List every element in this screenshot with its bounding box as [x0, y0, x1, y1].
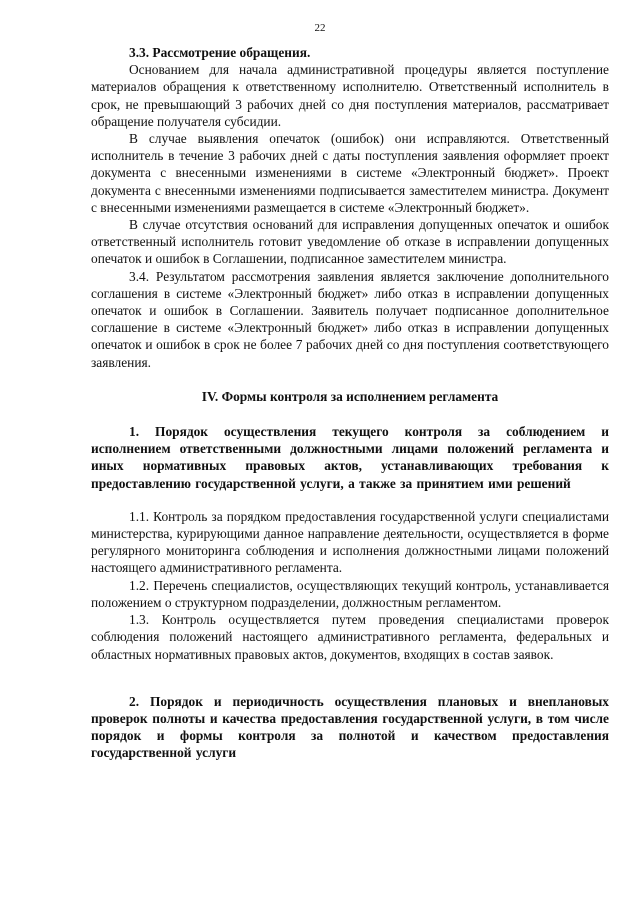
subsection-3-3-title: 3.3. Рассмотрение обращения. — [129, 45, 311, 60]
page-number: 22 — [314, 22, 326, 34]
section-1-paragraph-1-3: 1.3. Контроль осуществляется путем проведения специалистами проверок соблюдения положений настоящего административного регламента, федеральных и областных нормативных правовых актов, документов, входящих в состав заявок. — [91, 612, 609, 662]
section-1-paragraph-1-1: 1.1. Контроль за порядком предоставления государственной услуги специалистами министерства, курирующими данное направление деятельности, осуществляется в форме регулярного мониторинга соблюдения и исполнения должностными лицами положений настоящего административного регламента. — [91, 508, 609, 576]
section-1-heading: 1. Порядок осуществления текущего контроля за соблюдением и исполнением ответственными должностными лицами положений регламента и иных нормативных правовых актов, устанавливающих требования к предоставлению государственной услуги, а также за принятием ими решений — [91, 424, 609, 491]
subsection-3-3-paragraph-2: В случае выявления опечаток (ошибок) они исправляются. Ответственный исполнитель в течение 3 рабочих дней с даты поступления заявления оформляет проект документа с внесенными изменениями в системе «Электронный бюджет». Проект документа с внесенными изменениями подписывается заместителем министра. Документ с внесенными изменениями размещается в системе «Электронный бюджет». — [91, 131, 609, 215]
subsection-3-3-paragraph-1: Основанием для начала административной процедуры является поступление материалов обращения к ответственному исполнителю. Ответственный исполнитель в срок, не превышающий 3 рабочих дней со дня поступления материалов, рассматривает обращение получателя субсидии. — [91, 62, 609, 129]
subsection-3-3-paragraph-3: В случае отсутствия оснований для исправления допущенных опечаток и ошибок ответственный исполнитель готовит уведомление об отказе в исправлении допущенных опечаток и ошибок в Соглашении, подписанное заместителем министра. — [91, 217, 609, 267]
subsection-3-4-paragraph: 3.4. Результатом рассмотрения заявления является заключение дополнительного соглашения в системе «Электронный бюджет» либо отказ в исправлении допущенных опечаток и ошибок в Соглашении. Заявитель получает подписанное дополнительное соглашение в системе «Электронный бюджет» либо отказ в исправлении допущенных опечаток и ошибок в срок не более 7 рабочих дней со дня поступления соответствующего заявления. — [91, 268, 609, 370]
section-1-paragraph-1-2: 1.2. Перечень специалистов, осуществляющих текущий контроль, устанавливается положением о структурном подразделении, должностным регламентом. — [91, 577, 609, 610]
section-2-heading: 2. Порядок и периодичность осуществления плановых и внеплановых проверок полноты и качества предоставления государственной услуги, в том числе порядок и формы контроля за полнотой и качеством предоставления государственной услуги — [91, 693, 609, 761]
document-body — [91, 44, 609, 778]
chapter-4-title: IV. Формы контроля за исполнением регламента — [201, 388, 499, 404]
